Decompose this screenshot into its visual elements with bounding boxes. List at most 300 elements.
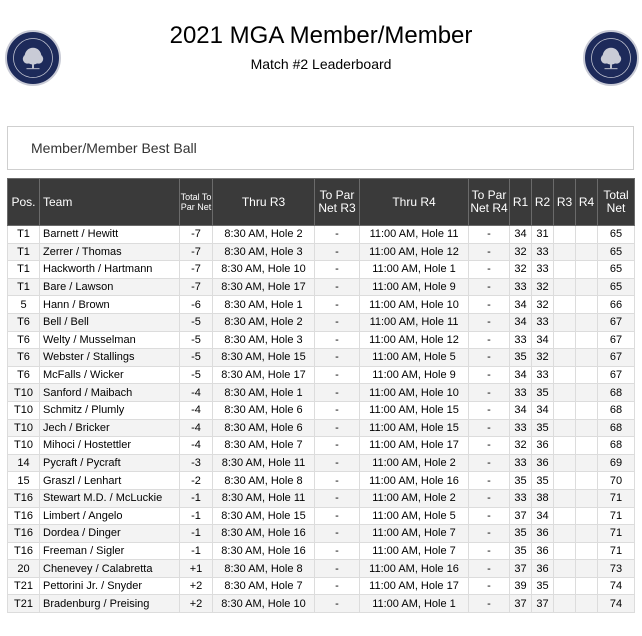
thru-r3-cell: 8:30 AM, Hole 7 [213, 437, 315, 455]
to-par-r4-cell: - [469, 349, 510, 367]
thru-r4-cell: 11:00 AM, Hole 11 [360, 313, 469, 331]
total-net-cell: 65 [598, 261, 635, 279]
r3-cell [554, 384, 576, 402]
r4-cell [576, 331, 598, 349]
total-to-par-cell: -4 [180, 384, 213, 402]
club-logo-right [583, 30, 639, 86]
r3-cell [554, 278, 576, 296]
total-net-cell: 68 [598, 401, 635, 419]
r2-cell: 33 [532, 313, 554, 331]
r4-cell [576, 489, 598, 507]
total-net-cell: 71 [598, 507, 635, 525]
r2-cell: 34 [532, 331, 554, 349]
team-cell: Freeman / Sigler [40, 542, 180, 560]
team-cell: McFalls / Wicker [40, 366, 180, 384]
total-to-par-cell: -7 [180, 261, 213, 279]
r2-cell: 31 [532, 226, 554, 244]
pos-cell: T10 [8, 437, 40, 455]
total-to-par-cell: -7 [180, 226, 213, 244]
r1-cell: 35 [510, 525, 532, 543]
to-par-r3-cell: - [315, 384, 360, 402]
total-to-par-cell: +2 [180, 577, 213, 595]
r4-cell [576, 595, 598, 613]
header-to-par-r3[interactable]: To Par Net R3 [315, 179, 360, 226]
r1-cell: 32 [510, 261, 532, 279]
total-to-par-cell: -5 [180, 349, 213, 367]
r1-cell: 35 [510, 542, 532, 560]
table-row[interactable] [8, 401, 635, 419]
pos-cell: T10 [8, 419, 40, 437]
total-to-par-cell: +1 [180, 560, 213, 578]
team-cell: Limbert / Angelo [40, 507, 180, 525]
r2-cell: 34 [532, 401, 554, 419]
r1-cell: 33 [510, 278, 532, 296]
leaderboard-table [7, 178, 635, 613]
thru-r3-cell: 8:30 AM, Hole 7 [213, 577, 315, 595]
team-cell: Bell / Bell [40, 313, 180, 331]
total-to-par-cell: -2 [180, 472, 213, 490]
table-row[interactable] [8, 489, 635, 507]
thru-r3-cell: 8:30 AM, Hole 11 [213, 489, 315, 507]
thru-r4-cell: 11:00 AM, Hole 15 [360, 401, 469, 419]
r1-cell: 32 [510, 243, 532, 261]
team-cell: Hackworth / Hartmann [40, 261, 180, 279]
header-thru-r4[interactable]: Thru R4 [360, 179, 469, 226]
table-row[interactable] [8, 525, 635, 543]
r4-cell [576, 560, 598, 578]
thru-r4-cell: 11:00 AM, Hole 16 [360, 472, 469, 490]
header-pos[interactable]: Pos. [8, 179, 40, 226]
pos-cell: T6 [8, 313, 40, 331]
r3-cell [554, 454, 576, 472]
pos-cell: T21 [8, 577, 40, 595]
header-thru-r3[interactable]: Thru R3 [213, 179, 315, 226]
to-par-r3-cell: - [315, 577, 360, 595]
total-net-cell: 67 [598, 366, 635, 384]
to-par-r4-cell: - [469, 507, 510, 525]
table-row[interactable] [8, 296, 635, 314]
to-par-r3-cell: - [315, 366, 360, 384]
to-par-r4-cell: - [469, 331, 510, 349]
pos-cell: T10 [8, 384, 40, 402]
header-r3[interactable]: R3 [554, 179, 576, 226]
pos-cell: T6 [8, 331, 40, 349]
to-par-r4-cell: - [469, 542, 510, 560]
thru-r3-cell: 8:30 AM, Hole 11 [213, 454, 315, 472]
r1-cell: 33 [510, 489, 532, 507]
pos-cell: 5 [8, 296, 40, 314]
thru-r3-cell: 8:30 AM, Hole 10 [213, 261, 315, 279]
thru-r3-cell: 8:30 AM, Hole 6 [213, 401, 315, 419]
table-row[interactable] [8, 278, 635, 296]
r1-cell: 34 [510, 296, 532, 314]
table-row[interactable] [8, 454, 635, 472]
team-cell: Chenevey / Calabretta [40, 560, 180, 578]
to-par-r3-cell: - [315, 313, 360, 331]
to-par-r4-cell: - [469, 454, 510, 472]
r2-cell: 33 [532, 243, 554, 261]
team-cell: Welty / Musselman [40, 331, 180, 349]
header-to-par-r4[interactable]: To Par Net R4 [469, 179, 510, 226]
to-par-r3-cell: - [315, 243, 360, 261]
table-row[interactable] [8, 595, 635, 613]
to-par-r4-cell: - [469, 226, 510, 244]
table-row[interactable] [8, 419, 635, 437]
r4-cell [576, 472, 598, 490]
to-par-r4-cell: - [469, 419, 510, 437]
r1-cell: 39 [510, 577, 532, 595]
r4-cell [576, 577, 598, 595]
to-par-r3-cell: - [315, 296, 360, 314]
r4-cell [576, 507, 598, 525]
r3-cell [554, 243, 576, 261]
to-par-r3-cell: - [315, 278, 360, 296]
team-cell: Stewart M.D. / McLuckie [40, 489, 180, 507]
header-r2[interactable]: R2 [532, 179, 554, 226]
total-to-par-cell: -1 [180, 542, 213, 560]
r3-cell [554, 226, 576, 244]
thru-r3-cell: 8:30 AM, Hole 15 [213, 349, 315, 367]
pos-cell: T6 [8, 366, 40, 384]
total-to-par-cell: -1 [180, 525, 213, 543]
thru-r3-cell: 8:30 AM, Hole 17 [213, 366, 315, 384]
total-to-par-cell: -5 [180, 366, 213, 384]
team-cell: Graszl / Lenhart [40, 472, 180, 490]
r3-cell [554, 419, 576, 437]
r1-cell: 33 [510, 419, 532, 437]
thru-r4-cell: 11:00 AM, Hole 5 [360, 507, 469, 525]
header-total-to-par[interactable]: Total To Par Net [180, 179, 213, 226]
table-row[interactable] [8, 313, 635, 331]
r4-cell [576, 226, 598, 244]
section-header [7, 126, 634, 170]
r3-cell [554, 525, 576, 543]
r2-cell: 38 [532, 489, 554, 507]
thru-r4-cell: 11:00 AM, Hole 10 [360, 384, 469, 402]
thru-r3-cell: 8:30 AM, Hole 3 [213, 243, 315, 261]
thru-r4-cell: 11:00 AM, Hole 7 [360, 525, 469, 543]
thru-r3-cell: 8:30 AM, Hole 2 [213, 226, 315, 244]
total-to-par-cell: +2 [180, 595, 213, 613]
r3-cell [554, 507, 576, 525]
pos-cell: T16 [8, 507, 40, 525]
total-to-par-cell: -6 [180, 296, 213, 314]
table-row[interactable] [8, 384, 635, 402]
total-net-cell: 65 [598, 226, 635, 244]
r4-cell [576, 366, 598, 384]
total-to-par-cell: -7 [180, 243, 213, 261]
thru-r4-cell: 11:00 AM, Hole 17 [360, 437, 469, 455]
thru-r3-cell: 8:30 AM, Hole 10 [213, 595, 315, 613]
r1-cell: 34 [510, 401, 532, 419]
r2-cell: 35 [532, 577, 554, 595]
total-net-cell: 71 [598, 489, 635, 507]
r4-cell [576, 401, 598, 419]
thru-r4-cell: 11:00 AM, Hole 5 [360, 349, 469, 367]
to-par-r4-cell: - [469, 384, 510, 402]
r3-cell [554, 296, 576, 314]
r1-cell: 34 [510, 366, 532, 384]
to-par-r3-cell: - [315, 560, 360, 578]
pos-cell: T1 [8, 278, 40, 296]
team-cell: Bradenburg / Preising [40, 595, 180, 613]
r2-cell: 32 [532, 296, 554, 314]
total-net-cell: 71 [598, 525, 635, 543]
page-subtitle: Match #2 Leaderboard [250, 56, 392, 72]
to-par-r4-cell: - [469, 313, 510, 331]
total-to-par-cell: -3 [180, 454, 213, 472]
to-par-r4-cell: - [469, 296, 510, 314]
r4-cell [576, 419, 598, 437]
to-par-r4-cell: - [469, 560, 510, 578]
r2-cell: 36 [532, 454, 554, 472]
thru-r4-cell: 11:00 AM, Hole 1 [360, 261, 469, 279]
r3-cell [554, 331, 576, 349]
pos-cell: T6 [8, 349, 40, 367]
r2-cell: 32 [532, 349, 554, 367]
team-cell: Schmitz / Plumly [40, 401, 180, 419]
to-par-r3-cell: - [315, 419, 360, 437]
r2-cell: 36 [532, 437, 554, 455]
pos-cell: T1 [8, 261, 40, 279]
total-net-cell: 67 [598, 313, 635, 331]
pos-cell: T1 [8, 243, 40, 261]
r3-cell [554, 261, 576, 279]
team-cell: Zerrer / Thomas [40, 243, 180, 261]
to-par-r4-cell: - [469, 278, 510, 296]
thru-r3-cell: 8:30 AM, Hole 1 [213, 384, 315, 402]
r3-cell [554, 313, 576, 331]
to-par-r3-cell: - [315, 489, 360, 507]
pos-cell: T21 [8, 595, 40, 613]
r3-cell [554, 401, 576, 419]
thru-r4-cell: 11:00 AM, Hole 16 [360, 560, 469, 578]
pos-cell: T16 [8, 542, 40, 560]
total-to-par-cell: -4 [180, 437, 213, 455]
header-team[interactable]: Team [40, 179, 180, 226]
total-to-par-cell: -5 [180, 313, 213, 331]
thru-r3-cell: 8:30 AM, Hole 16 [213, 525, 315, 543]
table-row[interactable] [8, 560, 635, 578]
r1-cell: 37 [510, 595, 532, 613]
thru-r3-cell: 8:30 AM, Hole 1 [213, 296, 315, 314]
table-row[interactable] [8, 507, 635, 525]
to-par-r3-cell: - [315, 454, 360, 472]
r3-cell [554, 560, 576, 578]
thru-r3-cell: 8:30 AM, Hole 8 [213, 472, 315, 490]
to-par-r3-cell: - [315, 525, 360, 543]
to-par-r3-cell: - [315, 349, 360, 367]
pos-cell: 15 [8, 472, 40, 490]
header-total-net[interactable]: Total Net [598, 179, 635, 226]
to-par-r3-cell: - [315, 542, 360, 560]
to-par-r4-cell: - [469, 577, 510, 595]
r2-cell: 35 [532, 384, 554, 402]
team-cell: Mihoci / Hostettler [40, 437, 180, 455]
thru-r4-cell: 11:00 AM, Hole 12 [360, 331, 469, 349]
team-cell: Dordea / Dinger [40, 525, 180, 543]
r3-cell [554, 489, 576, 507]
thru-r4-cell: 11:00 AM, Hole 9 [360, 278, 469, 296]
to-par-r4-cell: - [469, 472, 510, 490]
page-title: 2021 MGA Member/Member [169, 22, 473, 49]
r4-cell [576, 313, 598, 331]
thru-r4-cell: 11:00 AM, Hole 1 [360, 595, 469, 613]
r1-cell: 34 [510, 313, 532, 331]
team-cell: Pettorini Jr. / Snyder [40, 577, 180, 595]
total-net-cell: 68 [598, 437, 635, 455]
team-cell: Pycraft / Pycraft [40, 454, 180, 472]
r2-cell: 36 [532, 525, 554, 543]
r2-cell: 36 [532, 542, 554, 560]
table-row[interactable] [8, 261, 635, 279]
total-net-cell: 66 [598, 296, 635, 314]
pos-cell: T1 [8, 226, 40, 244]
table-row[interactable] [8, 243, 635, 261]
thru-r4-cell: 11:00 AM, Hole 11 [360, 226, 469, 244]
table-row[interactable] [8, 542, 635, 560]
thru-r4-cell: 11:00 AM, Hole 2 [360, 489, 469, 507]
total-to-par-cell: -7 [180, 278, 213, 296]
total-net-cell: 70 [598, 472, 635, 490]
total-net-cell: 74 [598, 595, 635, 613]
r2-cell: 33 [532, 366, 554, 384]
r4-cell [576, 525, 598, 543]
to-par-r4-cell: - [469, 261, 510, 279]
thru-r3-cell: 8:30 AM, Hole 6 [213, 419, 315, 437]
r1-cell: 35 [510, 472, 532, 490]
to-par-r3-cell: - [315, 472, 360, 490]
table-row[interactable] [8, 226, 635, 244]
to-par-r3-cell: - [315, 331, 360, 349]
thru-r3-cell: 8:30 AM, Hole 2 [213, 313, 315, 331]
to-par-r3-cell: - [315, 401, 360, 419]
total-net-cell: 73 [598, 560, 635, 578]
team-cell: Jech / Bricker [40, 419, 180, 437]
r2-cell: 33 [532, 261, 554, 279]
to-par-r4-cell: - [469, 525, 510, 543]
to-par-r4-cell: - [469, 437, 510, 455]
to-par-r4-cell: - [469, 595, 510, 613]
team-cell: Hann / Brown [40, 296, 180, 314]
table-row[interactable] [8, 349, 635, 367]
r4-cell [576, 437, 598, 455]
r4-cell [576, 261, 598, 279]
r4-cell [576, 296, 598, 314]
r2-cell: 35 [532, 472, 554, 490]
r1-cell: 37 [510, 507, 532, 525]
total-net-cell: 71 [598, 542, 635, 560]
r1-cell: 33 [510, 454, 532, 472]
thru-r3-cell: 8:30 AM, Hole 15 [213, 507, 315, 525]
r3-cell [554, 577, 576, 595]
thru-r4-cell: 11:00 AM, Hole 10 [360, 296, 469, 314]
to-par-r3-cell: - [315, 226, 360, 244]
to-par-r3-cell: - [315, 507, 360, 525]
r2-cell: 37 [532, 595, 554, 613]
r3-cell [554, 349, 576, 367]
r4-cell [576, 384, 598, 402]
r3-cell [554, 472, 576, 490]
total-to-par-cell: -4 [180, 419, 213, 437]
total-net-cell: 74 [598, 577, 635, 595]
pos-cell: 20 [8, 560, 40, 578]
r2-cell: 35 [532, 419, 554, 437]
to-par-r4-cell: - [469, 366, 510, 384]
thru-r3-cell: 8:30 AM, Hole 17 [213, 278, 315, 296]
r2-cell: 36 [532, 560, 554, 578]
thru-r4-cell: 11:00 AM, Hole 12 [360, 243, 469, 261]
total-net-cell: 69 [598, 454, 635, 472]
r3-cell [554, 595, 576, 613]
r4-cell [576, 454, 598, 472]
to-par-r4-cell: - [469, 489, 510, 507]
to-par-r4-cell: - [469, 401, 510, 419]
r4-cell [576, 349, 598, 367]
team-cell: Bare / Lawson [40, 278, 180, 296]
table-row[interactable] [8, 577, 635, 595]
to-par-r3-cell: - [315, 261, 360, 279]
r3-cell [554, 542, 576, 560]
table-row[interactable] [8, 331, 635, 349]
table-row[interactable] [8, 437, 635, 455]
r1-cell: 33 [510, 384, 532, 402]
thru-r3-cell: 8:30 AM, Hole 8 [213, 560, 315, 578]
total-net-cell: 67 [598, 349, 635, 367]
total-net-cell: 65 [598, 243, 635, 261]
to-par-r3-cell: - [315, 595, 360, 613]
pos-cell: 14 [8, 454, 40, 472]
header-r1[interactable]: R1 [510, 179, 532, 226]
table-body [8, 226, 635, 613]
section-title: Member/Member Best Ball [31, 140, 197, 156]
total-to-par-cell: -4 [180, 401, 213, 419]
r1-cell: 35 [510, 349, 532, 367]
table-header-row [8, 179, 635, 226]
r2-cell: 34 [532, 507, 554, 525]
to-par-r4-cell: - [469, 243, 510, 261]
header-r4[interactable]: R4 [576, 179, 598, 226]
thru-r4-cell: 11:00 AM, Hole 15 [360, 419, 469, 437]
total-to-par-cell: -1 [180, 489, 213, 507]
pos-cell: T16 [8, 525, 40, 543]
r3-cell [554, 366, 576, 384]
thru-r4-cell: 11:00 AM, Hole 9 [360, 366, 469, 384]
r2-cell: 32 [532, 278, 554, 296]
r1-cell: 37 [510, 560, 532, 578]
pos-cell: T10 [8, 401, 40, 419]
r1-cell: 32 [510, 437, 532, 455]
r4-cell [576, 542, 598, 560]
total-to-par-cell: -5 [180, 331, 213, 349]
r4-cell [576, 243, 598, 261]
total-to-par-cell: -1 [180, 507, 213, 525]
pos-cell: T16 [8, 489, 40, 507]
thru-r4-cell: 11:00 AM, Hole 2 [360, 454, 469, 472]
r4-cell [576, 278, 598, 296]
thru-r3-cell: 8:30 AM, Hole 3 [213, 331, 315, 349]
to-par-r3-cell: - [315, 437, 360, 455]
table-row[interactable] [8, 472, 635, 490]
r3-cell [554, 437, 576, 455]
thru-r3-cell: 8:30 AM, Hole 16 [213, 542, 315, 560]
r1-cell: 33 [510, 331, 532, 349]
r1-cell: 34 [510, 226, 532, 244]
table-row[interactable] [8, 366, 635, 384]
team-cell: Barnett / Hewitt [40, 226, 180, 244]
team-cell: Webster / Stallings [40, 349, 180, 367]
thru-r4-cell: 11:00 AM, Hole 7 [360, 542, 469, 560]
